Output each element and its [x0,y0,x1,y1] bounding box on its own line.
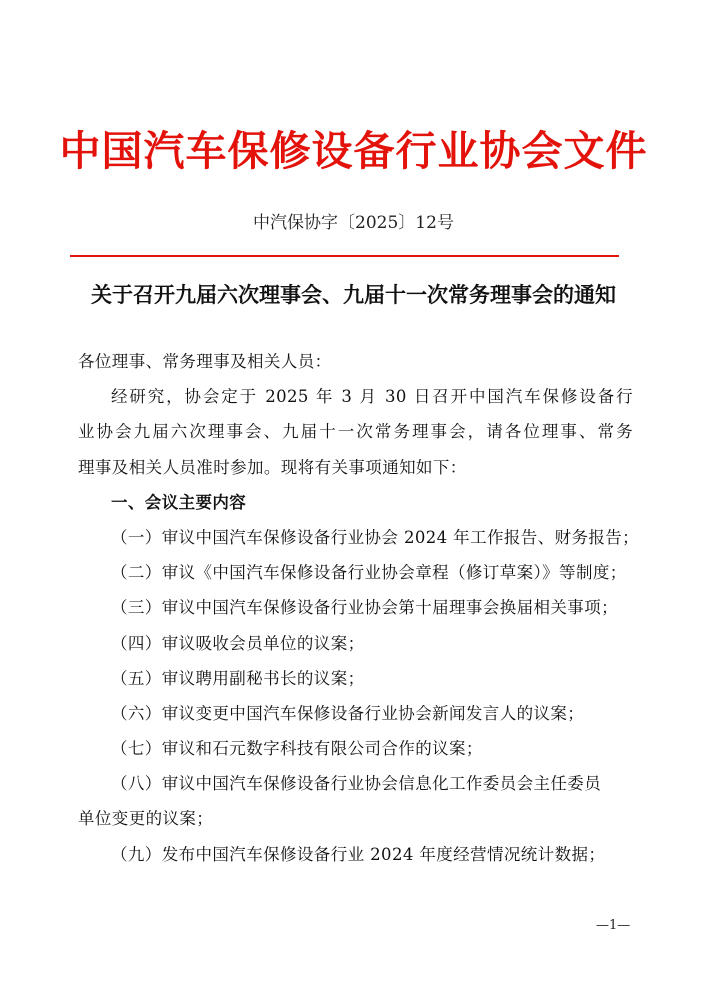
red-header-rule [70,255,619,257]
agenda-item: （九）发布中国汽车保修设备行业 2024 年度经营情况统计数据； [111,844,606,864]
intro-line: 业协会九届六次理事会、九届十一次常务理事会，请各位理事、常务 [78,422,633,442]
notice-body [78,350,640,878]
agenda-item: （四）审议吸收会员单位的议案； [111,633,365,653]
document-header-title: 中国汽车保修设备行业协会文件 [59,127,648,175]
agenda-item: （二）审议《中国汽车保修设备行业协会章程（修订草案）》等制度； [111,563,627,583]
agenda-item: （三）审议中国汽车保修设备行业协会第十届理事会换届相关事项； [111,598,618,618]
page-number: —1— [596,918,631,933]
agenda-item: （七）审议和石元数字科技有限公司合作的议案； [111,739,483,759]
intro-line: 理事及相关人员准时参加。现将有关事项通知如下： [78,457,467,477]
agenda-item: （八）审议中国汽车保修设备行业协会信息化工作委员会主任委员 [111,774,602,794]
agenda-item-continuation: 单位变更的议案； [78,809,214,829]
agenda-item: （五）审议聘用副秘书长的议案； [111,668,365,688]
intro-line: 经研究，协会定于 2025 年 3 月 30 日召开中国汽车保修设备行 [111,387,633,407]
document-number: 中汽保协字〔2025〕12号 [253,213,454,233]
agenda-item: （一）审议中国汽车保修设备行业协会 2024 年工作报告、财务报告； [111,527,640,547]
salutation: 各位理事、常务理事及相关人员： [78,352,332,371]
agenda-item: （六）审议变更中国汽车保修设备行业协会新闻发言人的议案； [111,703,585,723]
notice-title: 关于召开九届六次理事会、九届十一次常务理事会的通知 [91,282,616,307]
section-heading: 一、会议主要内容 [111,492,247,512]
